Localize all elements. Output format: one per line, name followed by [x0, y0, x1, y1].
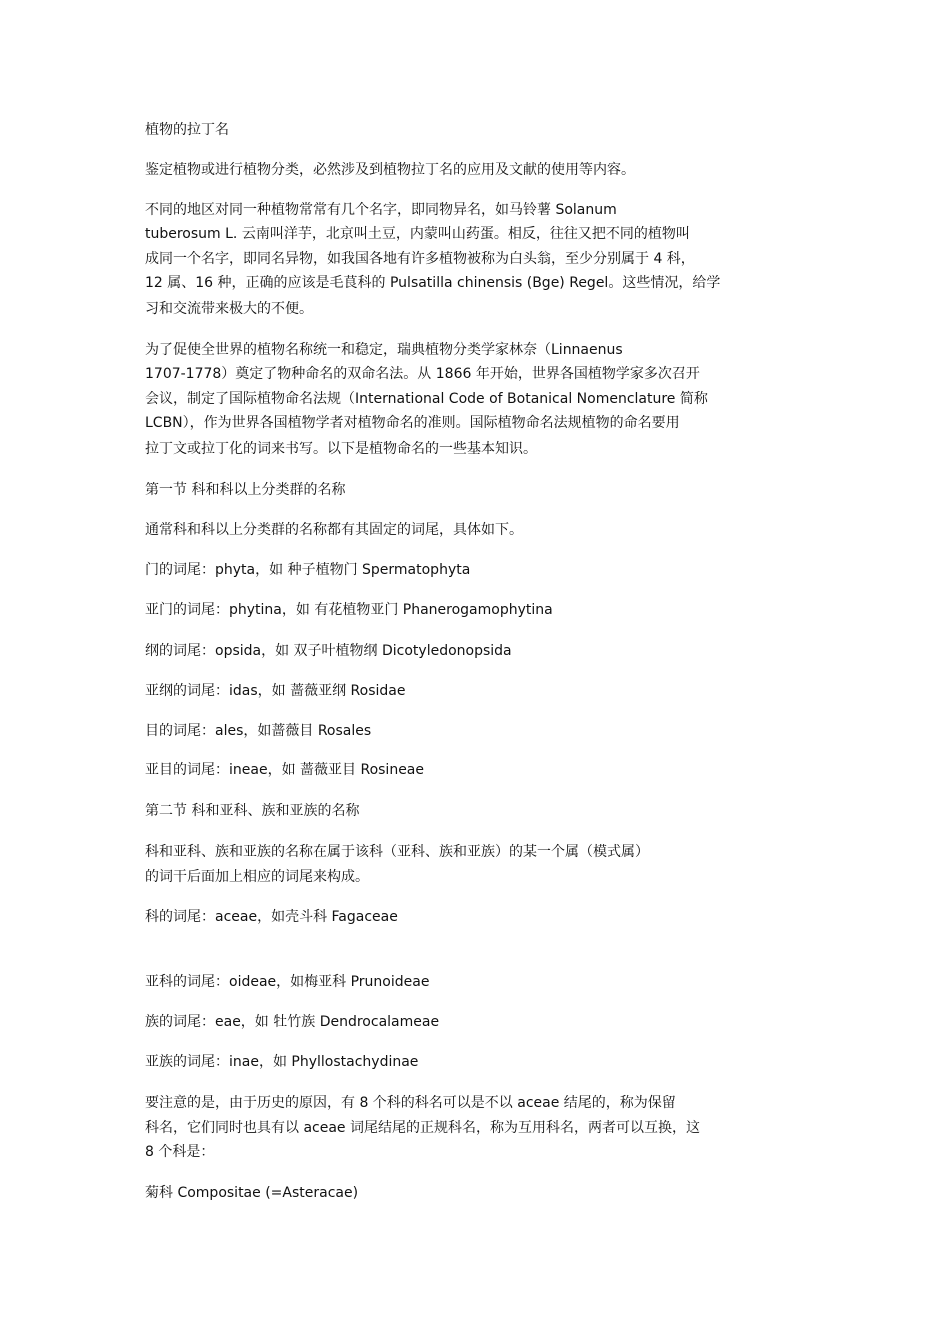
intro-paragraph: 鉴定植物或进行植物分类，必然涉及到植物拉丁名的应用及文献的使用等内容。	[145, 162, 635, 178]
section-intro: 通常科和科以上分类群的名称都有其固定的词尾，具体如下。	[145, 522, 523, 538]
ending-item: 亚目的词尾：ineae，如 蔷薇亚目 Rosineae	[145, 762, 424, 778]
ending-item: 亚科的词尾：oideae，如梅亚科 Prunoideae	[145, 974, 430, 990]
ending-item: 科的词尾：aceae，如壳斗科 Fagaceae	[145, 909, 398, 925]
note-line: 科名，它们同时也具有以 aceae 词尾结尾的正规科名，称为互用科名，两者可以互换，这	[145, 1120, 700, 1136]
note-line: 要注意的是，由于历史的原因，有 8 个科的科名可以是不以 aceae 结尾的，称为保留	[145, 1095, 676, 1111]
paragraph-line: LCBN），作为世界各国植物学者对植物命名的准则。国际植物命名法规植物的命名要用	[145, 415, 680, 431]
ending-item: 门的词尾：phyta，如 种子植物门 Spermatophyta	[145, 562, 471, 578]
document-title: 植物的拉丁名	[145, 122, 229, 138]
ending-item: 亚纲的词尾：idas，如 蔷薇亚纲 Rosidae	[145, 683, 406, 699]
section-intro: 科和亚科、族和亚族的名称在属于该科（亚科、族和亚族）的某一个属（模式属）	[145, 844, 649, 860]
paragraph-line: 1707-1778）奠定了物种命名的双命名法。从 1866 年开始，世界各国植物学家多次召开	[145, 366, 700, 382]
ending-item: 目的词尾：ales，如蔷薇目 Rosales	[145, 723, 372, 739]
ending-item: 亚门的词尾：phytina，如 有花植物亚门 Phanerogamophytina	[145, 602, 553, 618]
paragraph-line: tuberosum L. 云南叫洋芋，北京叫土豆，内蒙叫山药蛋。相反，往往又把不同的植物叫	[145, 226, 690, 242]
section-heading: 第二节 科和亚科、族和亚族的名称	[145, 803, 360, 819]
paragraph-line: 为了促使全世界的植物名称统一和稳定，瑞典植物分类学家林奈（Linnaenus	[145, 342, 623, 358]
family-item: 菊科 Compositae (=Asteracae)	[145, 1185, 359, 1201]
section-heading: 第一节 科和科以上分类群的名称	[145, 482, 346, 498]
note-line: 8 个科是：	[145, 1144, 215, 1160]
paragraph-line: 12 属、16 种，正确的应该是毛茛科的 Pulsatilla chinensis (Bge) Regel。这些情况，给学	[145, 275, 721, 291]
ending-item: 纲的词尾：opsida，如 双子叶植物纲 Dicotyledonopsida	[145, 643, 512, 659]
paragraph-line: 会议，制定了国际植物命名法规（International Code of Botanical Nomenclature 简称	[145, 391, 708, 407]
paragraph-line: 习和交流带来极大的不便。	[145, 301, 313, 317]
paragraph-line: 拉丁文或拉丁化的词来书写。以下是植物命名的一些基本知识。	[145, 441, 537, 457]
paragraph-line: 成同一个名字，即同名异物，如我国各地有许多植物被称为白头翁，至少分别属于 4 科，	[145, 251, 695, 267]
ending-item: 族的词尾：eae，如 牡竹族 Dendrocalameae	[145, 1014, 440, 1030]
paragraph-line: 不同的地区对同一种植物常常有几个名字，即同物异名，如马铃薯 Solanum	[145, 202, 617, 218]
section-intro: 的词干后面加上相应的词尾来构成。	[145, 869, 369, 885]
ending-item: 亚族的词尾：inae，如 Phyllostachydinae	[145, 1054, 419, 1070]
